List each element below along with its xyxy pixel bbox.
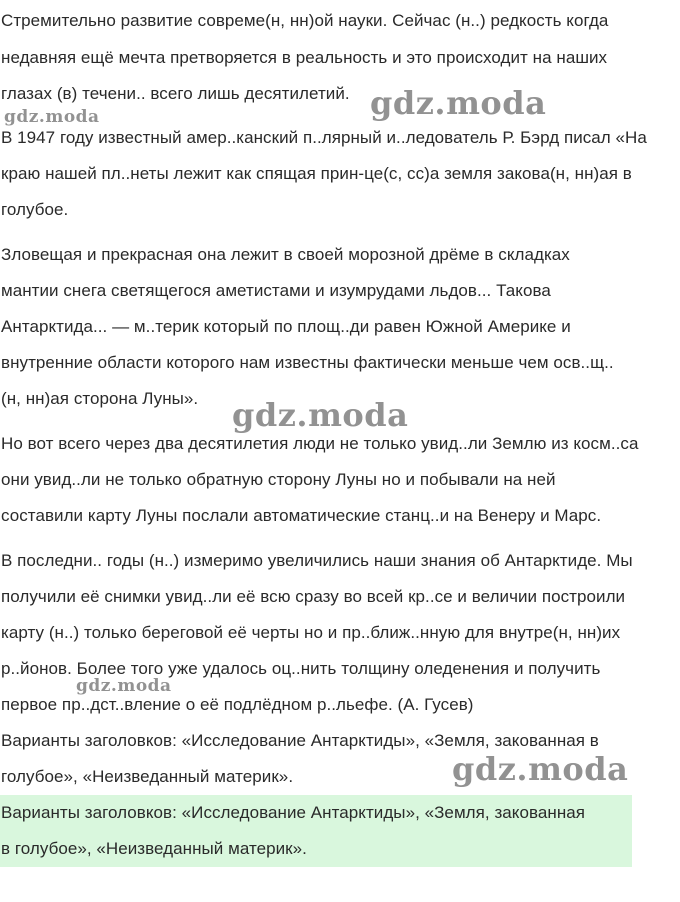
text-line: внутренние области которого нам известны фактически меньше чем осв..щ.. bbox=[1, 353, 614, 372]
watermark: gdz.moda bbox=[76, 676, 172, 696]
text-line: получили её снимки увид..ли её всю сразу во всей кр..се и величии построили bbox=[1, 587, 626, 606]
text-line: В последни.. годы (н..) измеримо увеличились наши знания об Антарктиде. Мы bbox=[1, 551, 633, 570]
text-line: голубое. bbox=[1, 200, 69, 219]
text-line: первое пр..дст..вление о её подлёдном р..льефе. (А. Гусев) bbox=[1, 695, 474, 714]
watermark: gdz.moda bbox=[232, 396, 409, 434]
text-line: голубое», «Неизведанный материк». bbox=[1, 767, 294, 786]
text-line: (н, нн)ая сторона Луны». bbox=[1, 389, 199, 408]
text-line: карту (н..) только береговой её черты но и пр..ближ..нную для внутре(н, нн)их bbox=[1, 623, 621, 642]
watermark: gdz.moda bbox=[370, 84, 547, 122]
text-line: Но вот всего через два десятилетия люди не только увид..ли Землю из косм..са bbox=[1, 434, 639, 453]
text-line: краю нашей пл..неты лежит как спящая прин-це(с, сс)а земля закова(н, нн)ая в bbox=[1, 164, 632, 183]
watermark: gdz.moda bbox=[4, 107, 100, 127]
text-line: мантии снега светящегося аметистами и изумрудами льдов... Такова bbox=[1, 281, 551, 300]
text-line: они увид..ли не только обратную сторону Луны но и побывали на ней bbox=[1, 470, 556, 489]
text-line: Антарктида... — м..терик который по площ..ди равен Южной Америке и bbox=[1, 317, 571, 336]
text-line: Зловещая и прекрасная она лежит в своей морозной дрёме в складках bbox=[1, 245, 570, 264]
text-line: глазах (в) течени.. всего лишь десятилетий. bbox=[1, 84, 350, 103]
text-line: В 1947 году известный амер..канский п..лярный и..ледователь Р. Бэрд писал «На bbox=[1, 128, 647, 147]
text-line: в голубое», «Неизведанный материк». bbox=[1, 839, 307, 858]
text-line: недавняя ещё мечта претворяется в реальность и это происходит на наших bbox=[1, 48, 608, 67]
watermark: gdz.moda bbox=[452, 750, 629, 788]
text-line: р..йонов. Более того уже удалось оц..нить толщину оледенения и получить bbox=[1, 659, 601, 678]
text-line: составили карту Луны послали автоматические станц..и на Венеру и Марс. bbox=[1, 506, 602, 525]
text-line: Стремительно развитие совреме(н, нн)ой науки. Сейчас (н..) редкость когда bbox=[1, 11, 609, 30]
text-line: Варианты заголовков: «Исследование Антарктиды», «Земля, закованная в bbox=[1, 731, 599, 750]
text-line: Варианты заголовков: «Исследование Антарктиды», «Земля, закованная bbox=[1, 803, 586, 822]
